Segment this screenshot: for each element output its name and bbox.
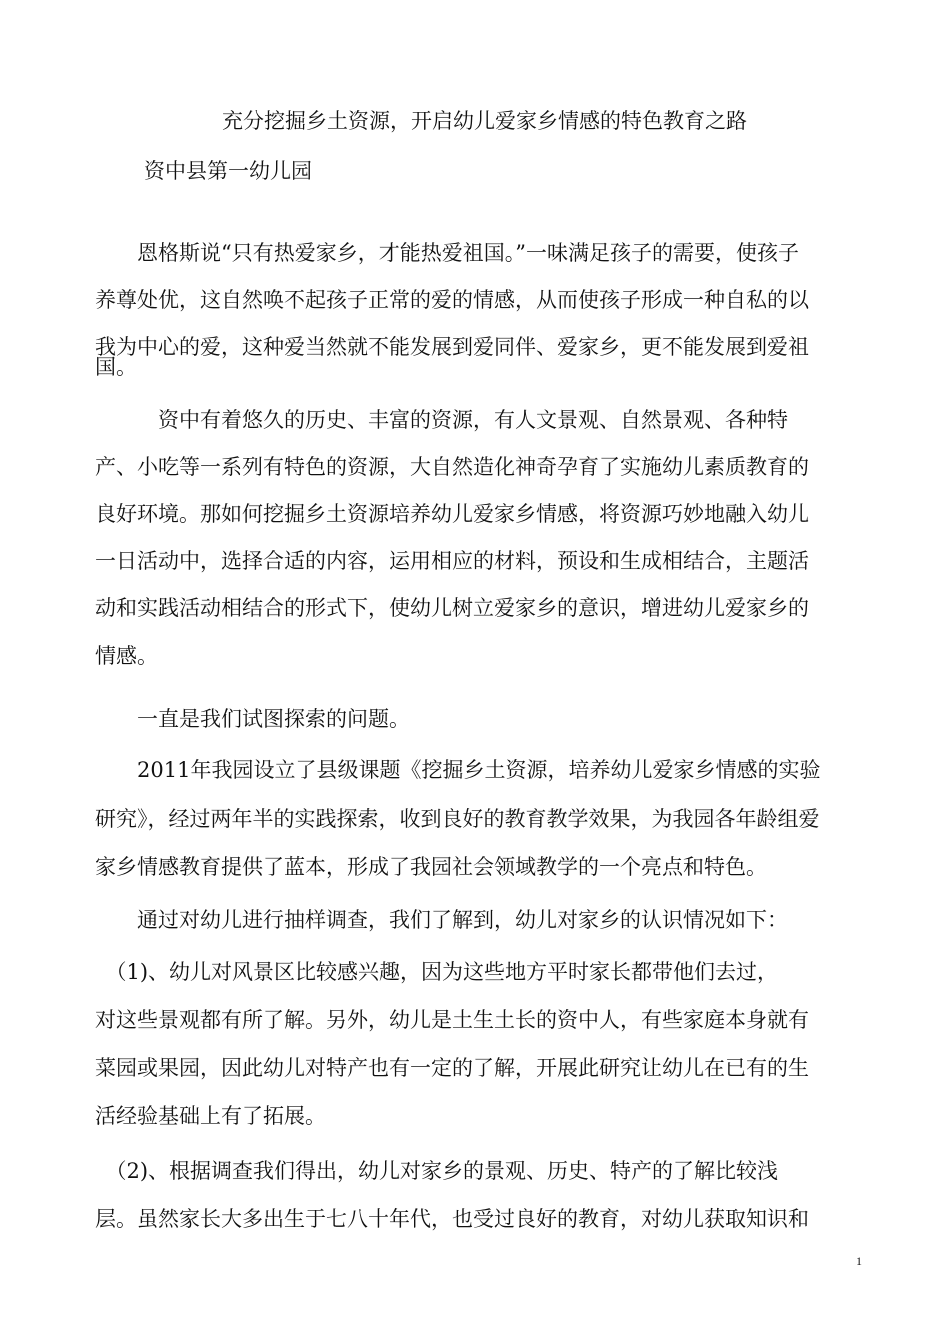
text-line: 一日活动中，选择合适的内容，运用相应的材料，预设和生成相结合，主题活 (95, 549, 809, 573)
text-line: 产、小吃等一系列有特色的资源，大自然造化神奇孕育了实施幼儿素质教育的 (95, 455, 809, 479)
text-line: 对这些景观都有所了解。另外，幼儿是土生土长的资中人，有些家庭本身就有 (95, 1008, 809, 1032)
text-line: 菜园或果园，因此幼儿对特产也有一定的了解，开展此研究让幼儿在已有的生 (95, 1056, 809, 1080)
text-line: 通过对幼儿进行抽样调查，我们了解到，幼儿对家乡的认识情况如下： (95, 908, 788, 932)
text-line: 恩格斯说“只有热爱家乡，才能热爱祖国。”一味满足孩子的需要，使孩子 (95, 241, 799, 265)
text-line: 层。虽然家长大多出生于七八十年代，也受过良好的教育，对幼儿获取知识和 (95, 1207, 809, 1231)
text-line: 2011年我园设立了县级课题《挖掘乡土资源，培养幼儿爱家乡情感的实验 (95, 758, 821, 782)
document-title: 充分挖掘乡土资源，开启幼儿爱家乡情感的特色教育之路 (222, 109, 747, 133)
text-line: （1)、幼儿对风景区比较感兴趣，因为这些地方平时家长都带他们去过， (95, 960, 779, 984)
text-line: 良好环境。那如何挖掘乡土资源培养幼儿爱家乡情感，将资源巧妙地融入幼儿 (95, 502, 809, 526)
text-line: （2)、根据调查我们得出，幼儿对家乡的景观、历史、特产的了解比较浅 (95, 1159, 779, 1183)
text-line: 我为中心的爱，这种爱当然就不能发展到爱同伴、爱家乡，更不能发展到爱祖 (95, 335, 809, 359)
page-number: 1 (856, 1254, 862, 1268)
text-line: 资中有着悠久的历史、丰富的资源，有人文景观、自然景观、各种特 (95, 408, 788, 432)
text-line: 国。 (95, 355, 137, 379)
text-line: 活经验基础上有了拓展。 (95, 1104, 326, 1128)
text-line: 动和实践活动相结合的形式下，使幼儿树立爱家乡的意识，增进幼儿爱家乡的 (95, 596, 809, 620)
text-line: 情感。 (95, 644, 158, 668)
text-line: 研究》，经过两年半的实践探索，收到良好的教育教学效果，为我园各年龄组爱 (95, 807, 820, 831)
text-line: 养尊处优，这自然唤不起孩子正常的爱的情感，从而使孩子形成一种自私的以 (95, 288, 809, 312)
document-author: 资中县第一幼儿园 (144, 159, 312, 183)
text-line: 一直是我们试图探索的问题。 (95, 707, 410, 731)
text-line: 家乡情感教育提供了蓝本，形成了我园社会领域教学的一个亮点和特色。 (95, 855, 767, 879)
